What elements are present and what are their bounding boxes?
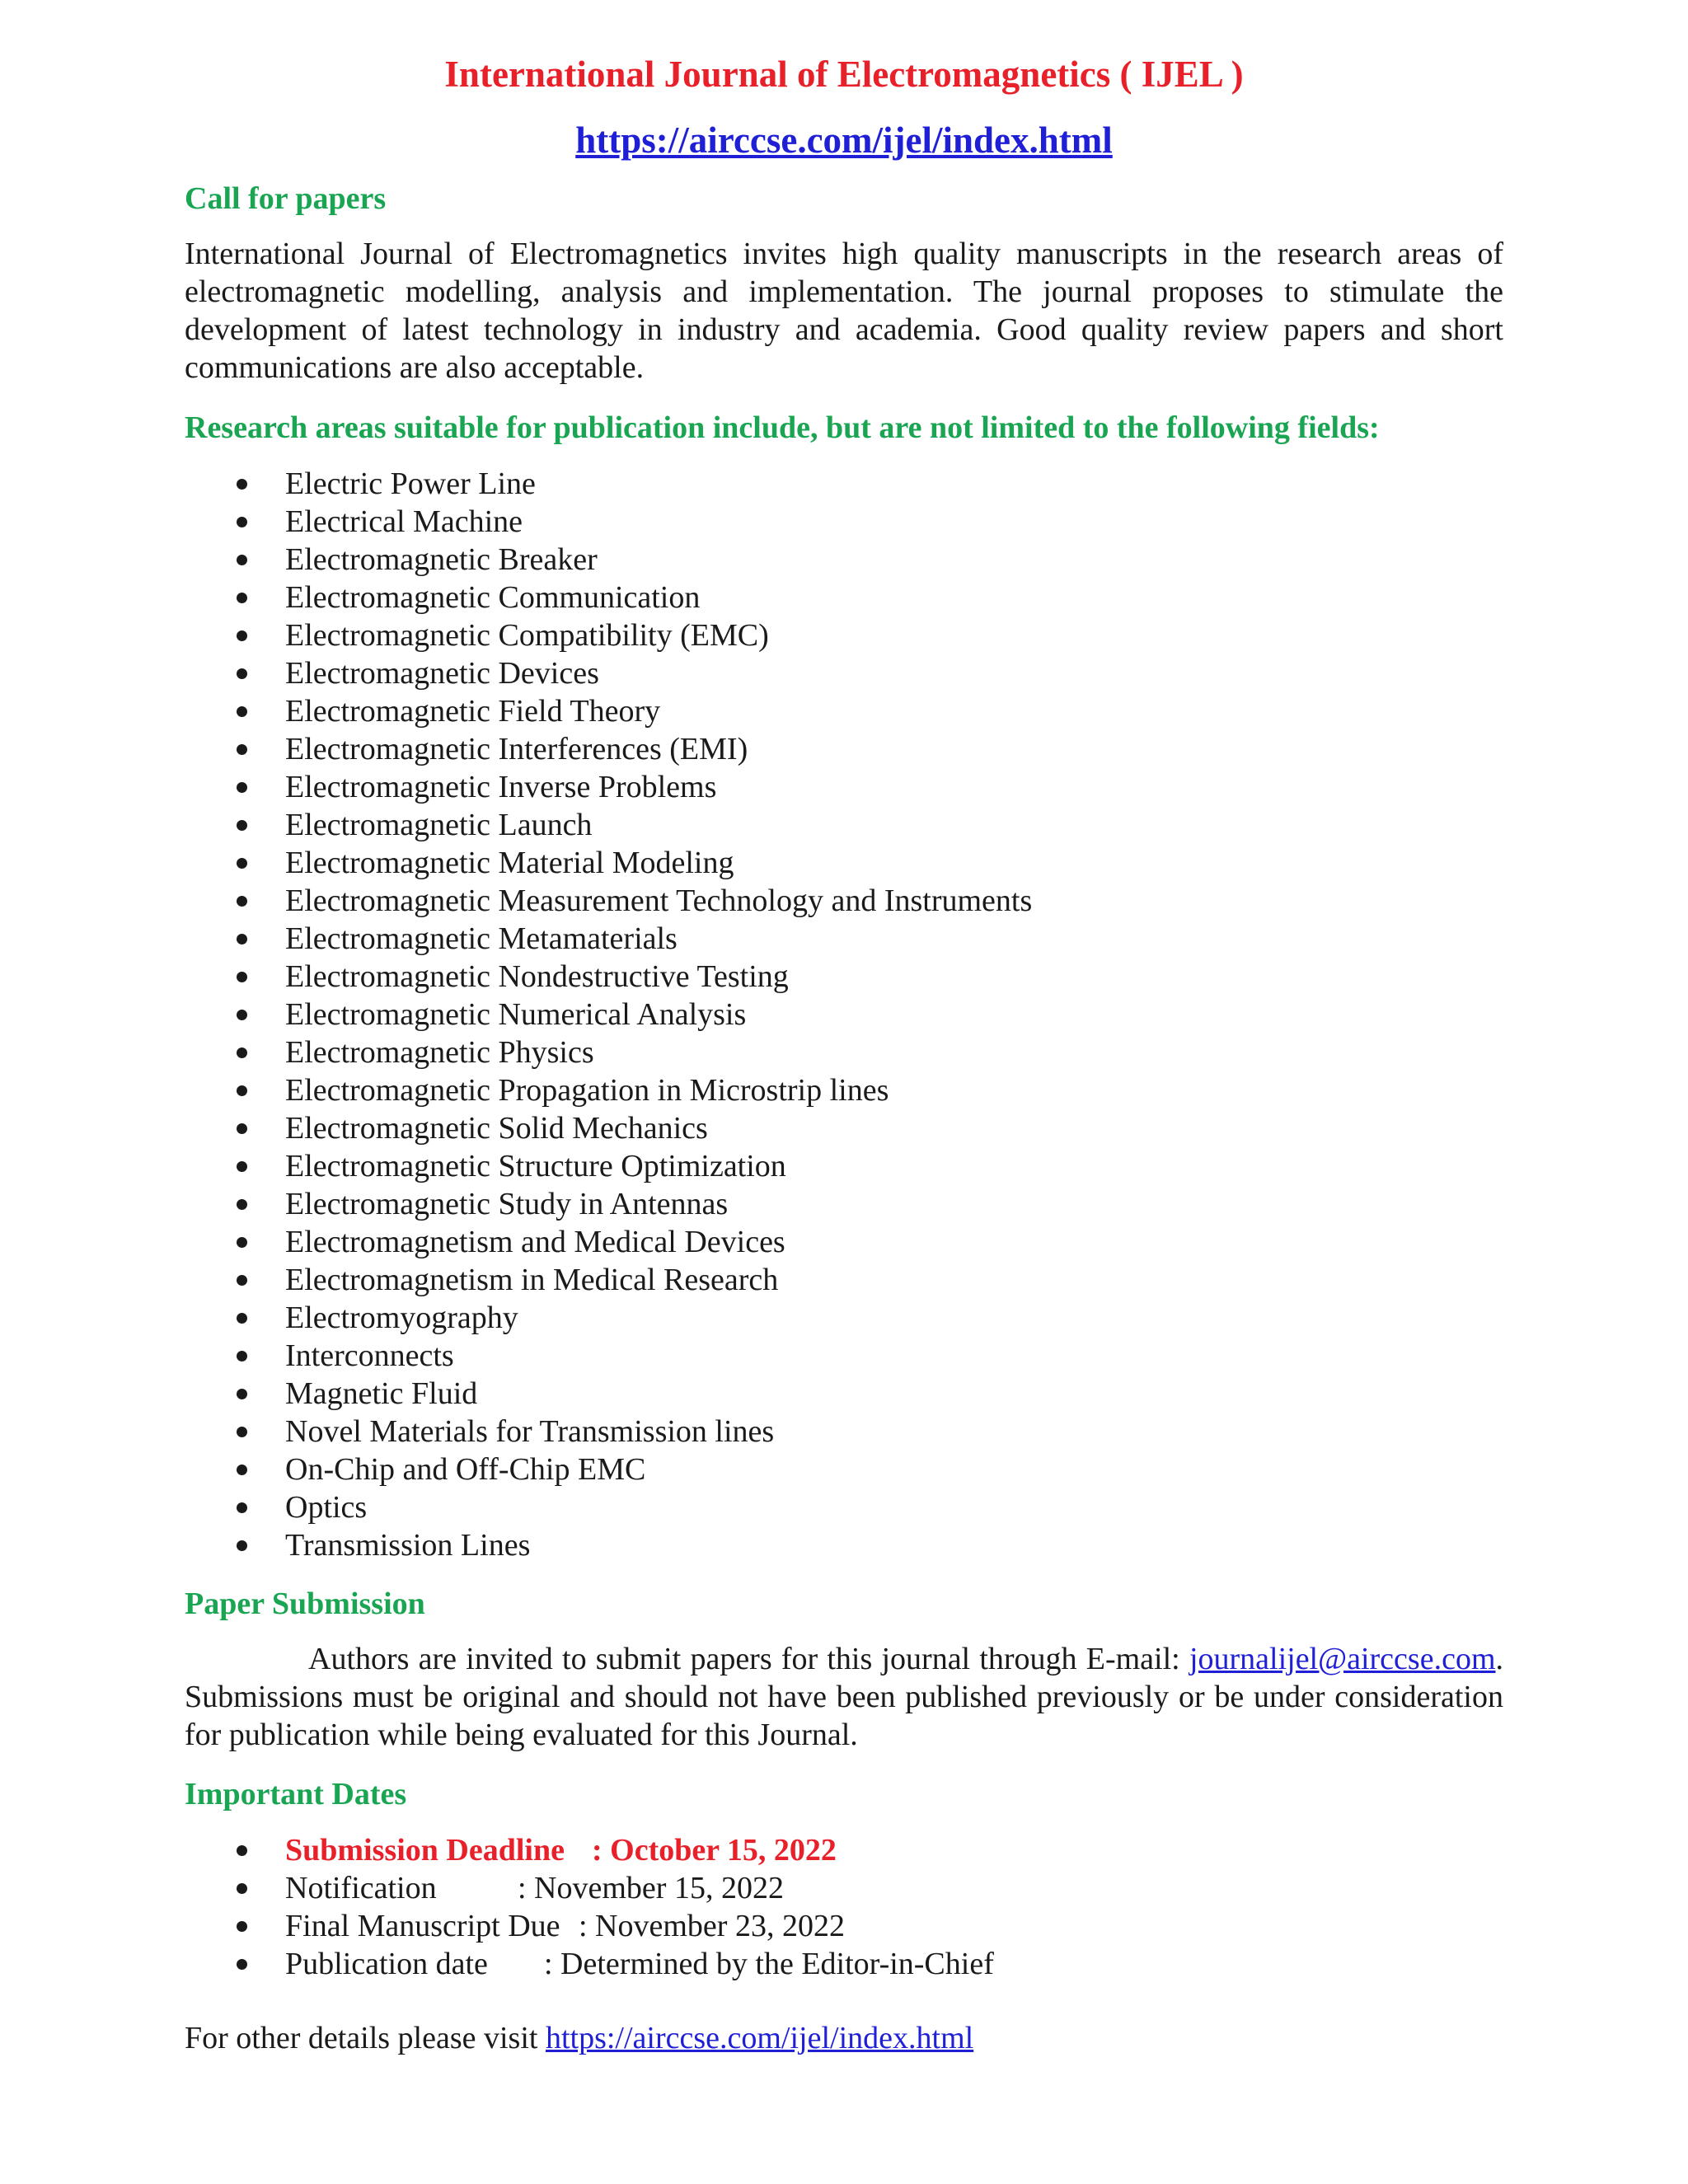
bullet-icon xyxy=(237,517,247,527)
bullet-icon xyxy=(237,858,247,869)
bullet-icon xyxy=(237,1845,247,1856)
research-area-item: Electromagnetic Measurement Technology and Instruments xyxy=(185,882,1032,920)
research-area-item: Electromagnetic Propagation in Microstrip lines xyxy=(185,1071,1032,1109)
important-dates-list xyxy=(185,1831,994,1983)
bullet-icon xyxy=(237,1047,247,1058)
paper-submission-heading: Paper Submission xyxy=(185,1586,425,1621)
research-area-item: Electromagnetic Numerical Analysis xyxy=(185,996,1032,1033)
research-area-item: Electromagnetic Material Modeling xyxy=(185,844,1032,882)
footer-url-link[interactable]: https://airccse.com/ijel/index.html xyxy=(545,2021,974,2055)
research-area-item: Novel Materials for Transmission lines xyxy=(185,1413,1032,1451)
important-dates-heading: Important Dates xyxy=(185,1777,407,1811)
bullet-icon xyxy=(237,1351,247,1361)
research-areas-list xyxy=(185,465,1032,1564)
bullet-icon xyxy=(237,1085,247,1096)
bullet-icon xyxy=(237,1010,247,1020)
bullet-icon xyxy=(237,1275,247,1286)
bullet-icon xyxy=(237,1959,247,1970)
research-area-item: Electromagnetic Compatibility (EMC) xyxy=(185,616,1032,654)
bullet-icon xyxy=(237,1921,247,1932)
bullet-icon xyxy=(237,630,247,641)
bullet-icon xyxy=(237,972,247,982)
bullet-icon xyxy=(237,706,247,717)
bullet-icon xyxy=(237,1161,247,1172)
research-area-item: Electromagnetic Field Theory xyxy=(185,692,1032,730)
bullet-icon xyxy=(237,668,247,679)
research-area-item: Electromagnetic Study in Antennas xyxy=(185,1185,1032,1223)
bullet-icon xyxy=(237,555,247,565)
research-area-item: On-Chip and Off-Chip EMC xyxy=(185,1451,1032,1488)
bullet-icon xyxy=(237,782,247,793)
bullet-icon xyxy=(237,820,247,831)
date-item-publication: Publication date : Determined by the Editor-in-Chief xyxy=(185,1945,994,1983)
research-area-item: Electromagnetic Inverse Problems xyxy=(185,768,1032,806)
research-area-item: Electromagnetic Launch xyxy=(185,806,1032,844)
bullet-icon xyxy=(237,479,247,490)
date-item-notification: Notification : November 15, 2022 xyxy=(185,1869,994,1907)
research-area-item: Electromagnetic Nondestructive Testing xyxy=(185,958,1032,996)
research-area-item: Optics xyxy=(185,1488,1032,1526)
research-area-item: Electric Power Line xyxy=(185,465,1032,503)
bullet-icon xyxy=(237,1883,247,1894)
journal-url-line xyxy=(185,115,1503,165)
bullet-icon xyxy=(237,896,247,907)
bullet-icon xyxy=(237,1502,247,1513)
research-area-item: Electromagnetism in Medical Research xyxy=(185,1261,1032,1299)
journal-url-link[interactable]: https://airccse.com/ijel/index.html xyxy=(575,120,1113,161)
bullet-icon xyxy=(237,1199,247,1210)
research-area-item: Electrical Machine xyxy=(185,503,1032,541)
date-item-submission-deadline: Submission Deadline : October 15, 2022 xyxy=(185,1831,994,1869)
research-area-item: Interconnects xyxy=(185,1337,1032,1375)
research-areas-heading: Research areas suitable for publication include, but are not limited to the following fields: xyxy=(185,410,1380,445)
research-area-item: Electromagnetic Interferences (EMI) xyxy=(185,730,1032,768)
date-item-final-manuscript: Final Manuscript Due : November 23, 2022 xyxy=(185,1907,994,1945)
bullet-icon xyxy=(237,1237,247,1248)
research-area-item: Electromagnetic Physics xyxy=(185,1033,1032,1071)
research-area-item: Electromagnetic Structure Optimization xyxy=(185,1147,1032,1185)
research-area-item: Electromagnetic Communication xyxy=(185,579,1032,616)
bullet-icon xyxy=(237,744,247,755)
research-area-item: Electromagnetic Metamaterials xyxy=(185,920,1032,958)
bullet-icon xyxy=(237,1465,247,1475)
call-for-papers-text: International Journal of Electromagnetics invites high quality manuscripts in the research areas of electromagnetic modelling, analysis and implementation. The journal proposes to stimulate the development of latest technology in industry and academia. Good quality review papers and short communications are also acceptable. xyxy=(185,237,1503,385)
research-area-item: Magnetic Fluid xyxy=(185,1375,1032,1413)
submission-email-link[interactable]: journalijel@airccse.com xyxy=(1189,1642,1496,1676)
research-area-item: Electromagnetic Breaker xyxy=(185,541,1032,579)
bullet-icon xyxy=(237,1540,247,1551)
bullet-icon xyxy=(237,1389,247,1399)
bullet-icon xyxy=(237,1427,247,1437)
call-for-papers-heading: Call for papers xyxy=(185,181,387,216)
research-area-item: Electromagnetic Devices xyxy=(185,654,1032,692)
bullet-icon xyxy=(237,1123,247,1134)
bullet-icon xyxy=(237,593,247,603)
footer-text: For other details please visit https://airccse.com/ijel/index.html xyxy=(185,2021,974,2055)
research-area-item: Transmission Lines xyxy=(185,1526,1032,1564)
paper-submission-text: Authors are invited to submit papers for this journal through E-mail: journalijel@airccse.com. Submissions must be original and should not have been published previously or be under consideration for publication while being evaluated for this Journal. xyxy=(185,1642,1503,1752)
bullet-icon xyxy=(237,1313,247,1324)
research-area-item: Electromagnetism and Medical Devices xyxy=(185,1223,1032,1261)
journal-title: International Journal of Electromagnetics ( IJEL ) xyxy=(444,54,1244,95)
bullet-icon xyxy=(237,934,247,944)
research-area-item: Electromyography xyxy=(185,1299,1032,1337)
research-area-item: Electromagnetic Solid Mechanics xyxy=(185,1109,1032,1147)
